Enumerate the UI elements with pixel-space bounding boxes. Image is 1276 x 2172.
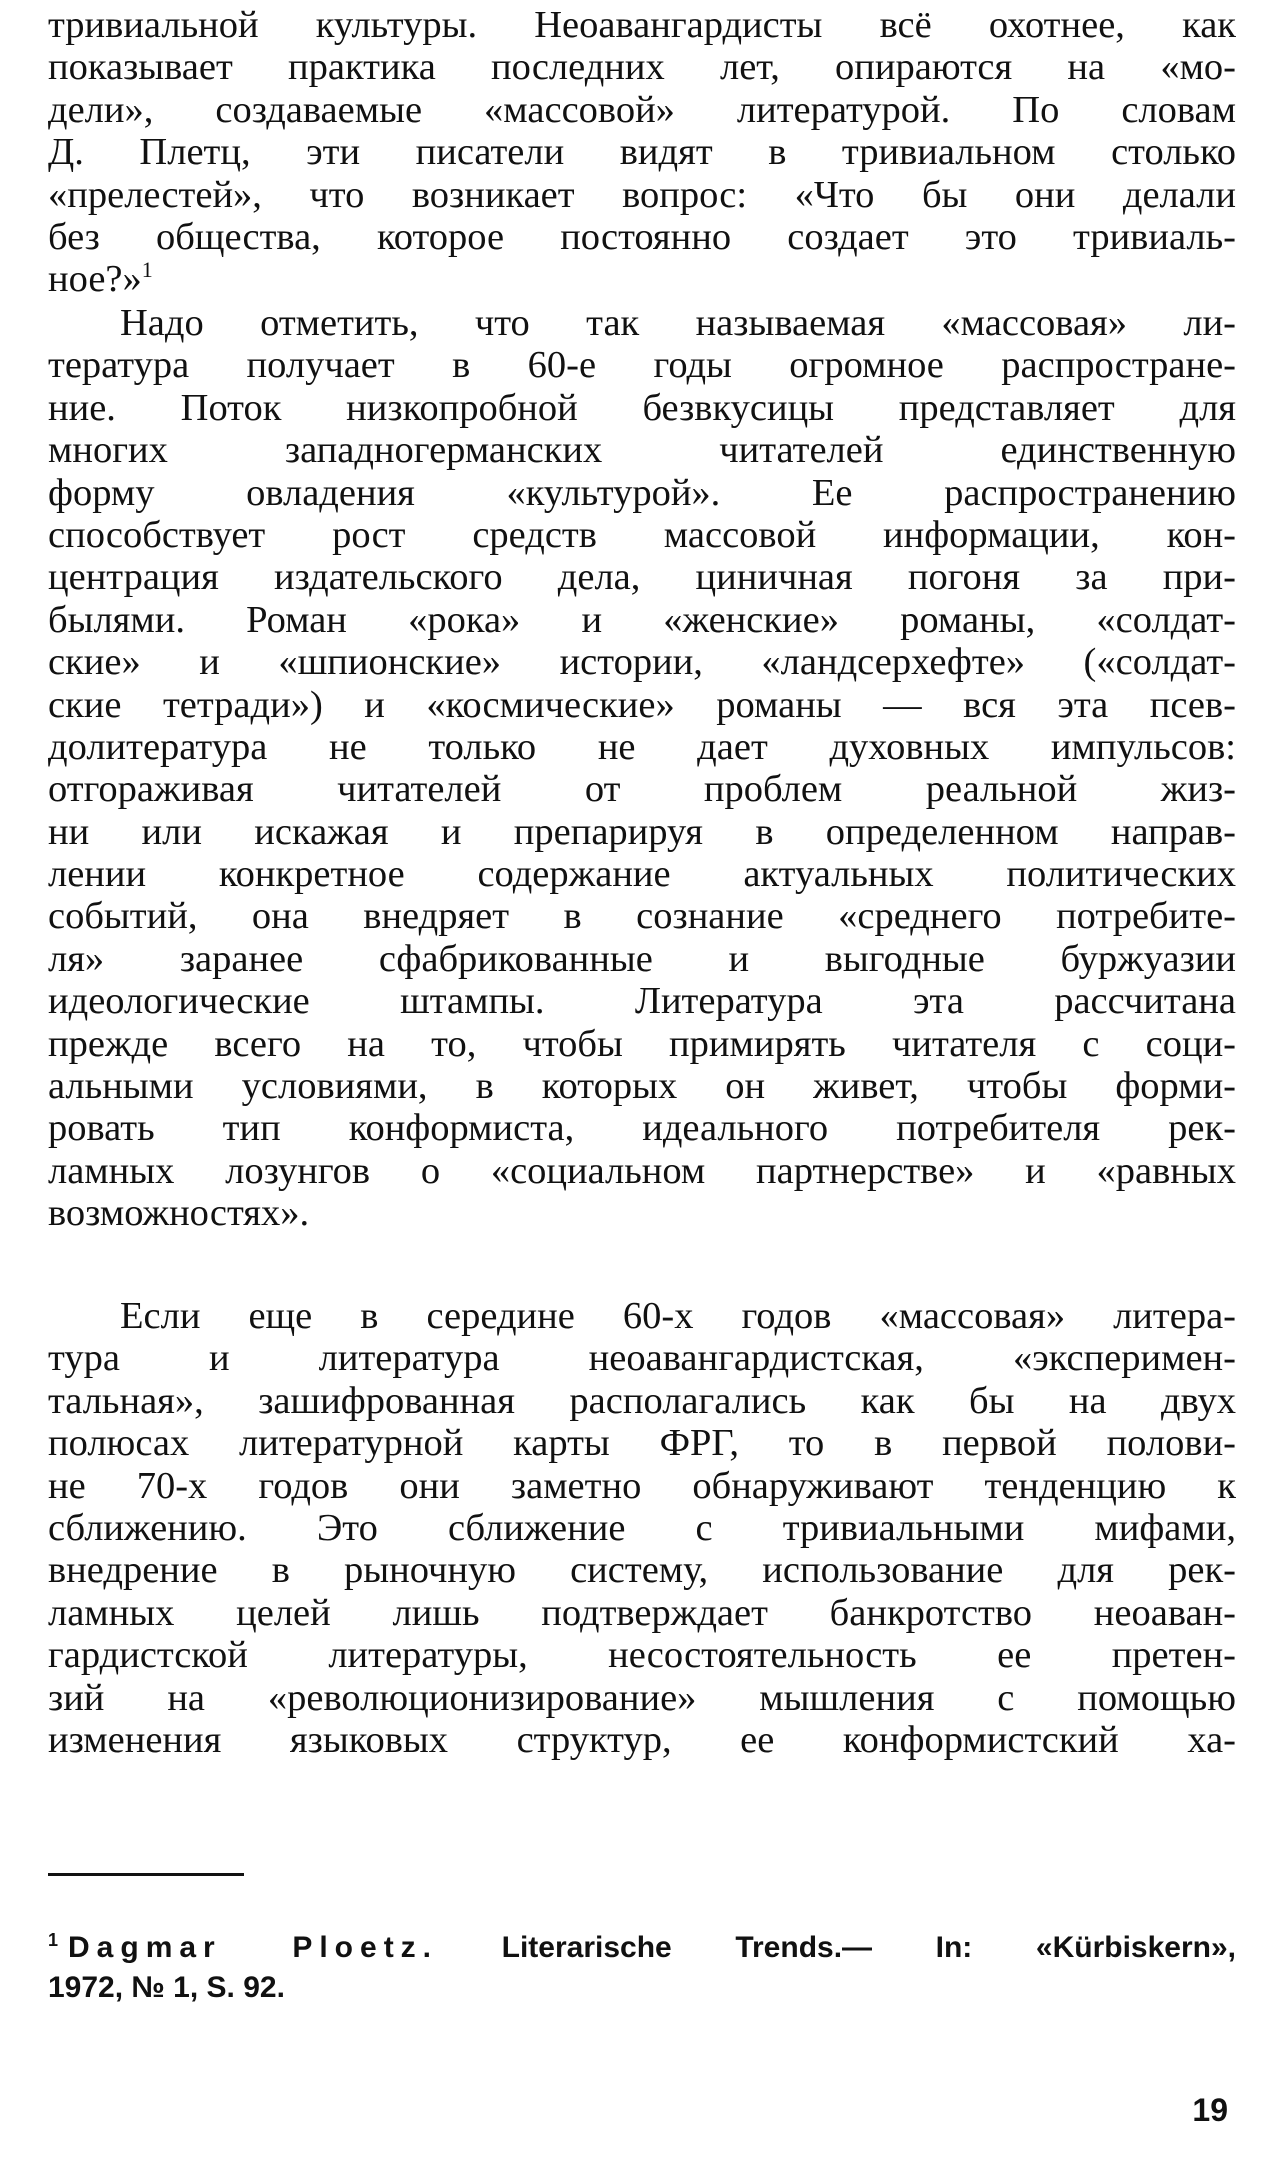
text-line: дели», создаваемые «массовой» литературой. По словам: [48, 88, 1236, 131]
footnote-reference: 1: [141, 258, 153, 283]
footnote-divider: [48, 1873, 244, 1876]
text-line: тальная», зашифрованная располагались как бы на двух: [48, 1379, 1236, 1422]
text-line: отгораживая читателей от проблем реальной жиз-: [48, 768, 1236, 811]
text-line: тура и литература неоавангардистская, «эксперимен-: [48, 1337, 1236, 1380]
text-line: без общества, которое постоянно создает это тривиаль-: [48, 215, 1236, 258]
text-line: «прелестей», что возникает вопрос: «Что бы они делали: [48, 173, 1236, 216]
text-line: центрация издательского дела, циничная погоня за при-: [48, 556, 1236, 599]
text-line: тература получает в 60-е годы огромное распростране-: [48, 344, 1236, 387]
text-line: ламных лозунгов о «социальном партнерстве» и «равных: [48, 1149, 1236, 1192]
text-line: тривиальной культуры. Неоавангардисты всё охотнее, как: [48, 4, 1236, 46]
text-line: событий, она внедряет в сознание «среднего потребите-: [48, 895, 1236, 938]
text-line: Д. Плетц, эти писатели видят в тривиальном столько: [48, 131, 1236, 174]
text-line: ские тетради») и «космические» романы — вся эта псев-: [48, 683, 1236, 726]
text-line: полюсах литературной карты ФРГ, то в первой полови-: [48, 1422, 1236, 1465]
text-line: возможностях».: [48, 1192, 310, 1235]
text-line: ровать тип конформиста, идеального потребителя рек-: [48, 1107, 1236, 1150]
text-line: альными условиями, в которых он живет, чтобы форми-: [48, 1065, 1236, 1108]
paragraph-2: [48, 302, 1236, 1235]
book-page: [48, 0, 1236, 2172]
paragraph-1: [48, 4, 1236, 301]
page-number: 19: [1192, 2092, 1228, 2128]
text-line: Надо отметить, что так называемая «массовая» ли-: [120, 302, 1236, 344]
footnote-line: [48, 1928, 1236, 1968]
text-line: лении конкретное содержание актуальных политических: [48, 853, 1236, 896]
text-line: способствует рост средств массовой информации, кон-: [48, 513, 1236, 556]
text-line: былями. Роман «рока» и «женские» романы, «солдат-: [48, 598, 1236, 641]
text-line: прежде всего на то, чтобы примирять читателя с соци-: [48, 1022, 1236, 1065]
text-line: ние. Поток низкопробной безвкусицы представляет для: [48, 386, 1236, 429]
text-line: форму овладения «культурой». Ее распространению: [48, 471, 1236, 514]
paragraph-3: [48, 1295, 1236, 1761]
text-line: изменения языковых структур, ее конформистский ха-: [48, 1718, 1236, 1761]
text-line: зий на «революционизирование» мышления с помощью: [48, 1676, 1236, 1719]
text-line: многих западногерманских читателей единственную: [48, 429, 1236, 472]
footnote-author: Dagmar Ploetz.: [68, 1931, 439, 1964]
text-line: Если еще в середине 60-х годов «массовая» литера-: [120, 1295, 1236, 1337]
text-line: не 70-х годов они заметно обнаруживают тенденцию к: [48, 1464, 1236, 1507]
text-line: долитература не только не дает духовных импульсов:: [48, 725, 1236, 768]
text-line: ские» и «шпионские» истории, «ландсерхефте» («солдат-: [48, 641, 1236, 684]
footnote-line: 1972, № 1, S. 92.: [48, 1971, 285, 2004]
footnote: [48, 1928, 1236, 2008]
footnote-marker: 1: [48, 1930, 59, 1950]
text-line: ни или искажая и препарируя в определенном направ-: [48, 810, 1236, 853]
text-line: [48, 258, 1236, 300]
footnote-citation: Literarische Trends.— In: «Kürbiskern»,: [501, 1931, 1236, 1964]
text-line: идеологические штампы. Литература эта рассчитана: [48, 980, 1236, 1023]
text-line: внедрение в рыночную систему, использование для рек-: [48, 1549, 1236, 1592]
text-line: показывает практика последних лет, опираются на «мо-: [48, 46, 1236, 89]
text-line: гардистской литературы, несостоятельность ее претен-: [48, 1634, 1236, 1677]
text-line: ламных целей лишь подтверждает банкротство неоаван-: [48, 1591, 1236, 1634]
text-line-content: ное?»: [48, 258, 142, 301]
text-line: сближению. Это сближение с тривиальными мифами,: [48, 1506, 1236, 1549]
text-line: ля» заранее сфабрикованные и выгодные буржуазии: [48, 937, 1236, 980]
